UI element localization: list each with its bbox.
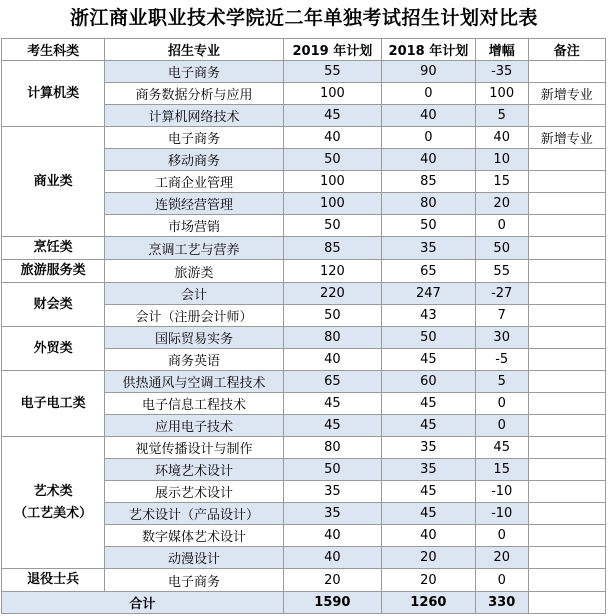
plan-2018-cell: 45 bbox=[381, 415, 475, 437]
total-row bbox=[2, 592, 606, 614]
note-cell bbox=[528, 193, 605, 215]
change-cell: 5 bbox=[475, 371, 528, 393]
plan-2019-cell: 85 bbox=[283, 237, 381, 260]
table-row bbox=[2, 260, 606, 283]
category-cell: 艺术类 （工艺美术） bbox=[2, 437, 105, 569]
major-cell: 展示艺术设计 bbox=[105, 481, 284, 503]
plan-2019-cell: 50 bbox=[283, 149, 381, 171]
plan-2019-cell: 40 bbox=[283, 547, 381, 569]
change-cell: -5 bbox=[475, 349, 528, 371]
category-cell: 计算机类 bbox=[2, 61, 105, 127]
plan-2018-cell: 45 bbox=[381, 481, 475, 503]
note-cell bbox=[528, 393, 605, 415]
major-cell: 供热通风与空调工程技术 bbox=[105, 371, 284, 393]
change-cell: 0 bbox=[475, 215, 528, 237]
plan-2019-cell: 45 bbox=[283, 415, 381, 437]
note-cell bbox=[528, 215, 605, 237]
plan-2019-cell: 100 bbox=[283, 171, 381, 193]
note-cell bbox=[528, 525, 605, 547]
change-cell: 30 bbox=[475, 327, 528, 349]
enrollment-plan-table bbox=[1, 38, 606, 614]
category-cell: 商业类 bbox=[2, 127, 105, 237]
plan-2018-cell: 0 bbox=[381, 83, 475, 105]
major-cell: 会计 bbox=[105, 283, 284, 305]
plan-2019-cell: 50 bbox=[283, 215, 381, 237]
major-cell: 电子信息工程技术 bbox=[105, 393, 284, 415]
category-cell: 电子电工类 bbox=[2, 371, 105, 437]
plan-2019-cell: 35 bbox=[283, 503, 381, 525]
note-cell bbox=[528, 305, 605, 327]
table-row bbox=[2, 569, 606, 592]
plan-2019-cell: 80 bbox=[283, 327, 381, 349]
plan-2018-cell: 60 bbox=[381, 371, 475, 393]
plan-2019-cell: 45 bbox=[283, 393, 381, 415]
plan-2018-cell: 43 bbox=[381, 305, 475, 327]
change-cell: 20 bbox=[475, 193, 528, 215]
major-cell: 商务数据分析与应用 bbox=[105, 83, 284, 105]
change-cell: 40 bbox=[475, 127, 528, 149]
plan-2019-cell: 55 bbox=[283, 61, 381, 83]
note-cell bbox=[528, 459, 605, 481]
note-cell bbox=[528, 503, 605, 525]
plan-2018-cell: 50 bbox=[381, 327, 475, 349]
major-cell: 应用电子技术 bbox=[105, 415, 284, 437]
major-cell: 数字媒体艺术设计 bbox=[105, 525, 284, 547]
note-cell: 新增专业 bbox=[528, 127, 605, 149]
table-row bbox=[2, 371, 606, 393]
change-cell: 100 bbox=[475, 83, 528, 105]
change-cell: 15 bbox=[475, 171, 528, 193]
change-cell: -10 bbox=[475, 481, 528, 503]
plan-2018-cell: 40 bbox=[381, 105, 475, 127]
plan-2019-cell: 45 bbox=[283, 105, 381, 127]
plan-2018-cell: 45 bbox=[381, 349, 475, 371]
total-2018: 1260 bbox=[381, 592, 475, 614]
note-cell bbox=[528, 437, 605, 459]
category-cell: 财会类 bbox=[2, 283, 105, 327]
category-cell: 退役士兵 bbox=[2, 569, 105, 592]
change-cell: -27 bbox=[475, 283, 528, 305]
plan-2018-cell: 80 bbox=[381, 193, 475, 215]
plan-2019-cell: 35 bbox=[283, 481, 381, 503]
header-row bbox=[2, 39, 606, 61]
plan-2018-cell: 35 bbox=[381, 459, 475, 481]
note-cell bbox=[528, 149, 605, 171]
note-cell bbox=[528, 371, 605, 393]
major-cell: 旅游类 bbox=[105, 260, 284, 283]
note-cell bbox=[528, 283, 605, 305]
plan-2019-cell: 220 bbox=[283, 283, 381, 305]
table-row bbox=[2, 237, 606, 260]
major-cell: 国际贸易实务 bbox=[105, 327, 284, 349]
note-cell bbox=[528, 171, 605, 193]
table-row bbox=[2, 327, 606, 349]
total-label: 合计 bbox=[2, 592, 284, 614]
major-cell: 工商企业管理 bbox=[105, 171, 284, 193]
note-cell bbox=[528, 415, 605, 437]
category-cell: 外贸类 bbox=[2, 327, 105, 371]
total-note bbox=[528, 592, 605, 614]
change-cell: 5 bbox=[475, 105, 528, 127]
major-cell: 连锁经营管理 bbox=[105, 193, 284, 215]
change-cell: 0 bbox=[475, 393, 528, 415]
table-body bbox=[2, 61, 606, 614]
plan-2018-cell: 0 bbox=[381, 127, 475, 149]
change-cell: 50 bbox=[475, 237, 528, 260]
major-cell: 移动商务 bbox=[105, 149, 284, 171]
note-cell: 新增专业 bbox=[528, 83, 605, 105]
plan-2019-cell: 20 bbox=[283, 569, 381, 592]
plan-2018-cell: 85 bbox=[381, 171, 475, 193]
header-2019-plan: 2019 年计划 bbox=[283, 39, 381, 61]
plan-2018-cell: 35 bbox=[381, 437, 475, 459]
total-2019: 1590 bbox=[283, 592, 381, 614]
plan-2019-cell: 40 bbox=[283, 525, 381, 547]
table-row bbox=[2, 437, 606, 459]
total-change: 330 bbox=[475, 592, 528, 614]
plan-2019-cell: 65 bbox=[283, 371, 381, 393]
plan-2018-cell: 247 bbox=[381, 283, 475, 305]
note-cell bbox=[528, 349, 605, 371]
plan-2019-cell: 120 bbox=[283, 260, 381, 283]
major-cell: 市场营销 bbox=[105, 215, 284, 237]
note-cell bbox=[528, 61, 605, 83]
major-cell: 会计（注册会计师） bbox=[105, 305, 284, 327]
change-cell: 7 bbox=[475, 305, 528, 327]
major-cell: 视觉传播设计与制作 bbox=[105, 437, 284, 459]
note-cell bbox=[528, 260, 605, 283]
major-cell: 电子商务 bbox=[105, 61, 284, 83]
header-category: 考生科类 bbox=[2, 39, 105, 61]
plan-2018-cell: 45 bbox=[381, 503, 475, 525]
table-row bbox=[2, 283, 606, 305]
change-cell: 0 bbox=[475, 525, 528, 547]
change-cell: 15 bbox=[475, 459, 528, 481]
major-cell: 电子商务 bbox=[105, 127, 284, 149]
major-cell: 环境艺术设计 bbox=[105, 459, 284, 481]
plan-2019-cell: 100 bbox=[283, 83, 381, 105]
note-cell bbox=[528, 327, 605, 349]
table-title: 浙江商业职业技术学院近二年单独考试招生计划对比表 bbox=[69, 7, 538, 29]
plan-2019-cell: 40 bbox=[283, 127, 381, 149]
major-cell: 商务英语 bbox=[105, 349, 284, 371]
plan-2019-cell: 50 bbox=[283, 305, 381, 327]
change-cell: 0 bbox=[475, 569, 528, 592]
major-cell: 烹调工艺与营养 bbox=[105, 237, 284, 260]
plan-2019-cell: 50 bbox=[283, 459, 381, 481]
change-cell: 55 bbox=[475, 260, 528, 283]
plan-2018-cell: 35 bbox=[381, 237, 475, 260]
change-cell: -10 bbox=[475, 503, 528, 525]
note-cell bbox=[528, 547, 605, 569]
change-cell: -35 bbox=[475, 61, 528, 83]
plan-2018-cell: 50 bbox=[381, 215, 475, 237]
header-note: 备注 bbox=[528, 39, 605, 61]
major-cell: 电子商务 bbox=[105, 569, 284, 592]
change-cell: 10 bbox=[475, 149, 528, 171]
major-cell: 动漫设计 bbox=[105, 547, 284, 569]
major-cell: 艺术设计（产品设计） bbox=[105, 503, 284, 525]
plan-2018-cell: 20 bbox=[381, 547, 475, 569]
header-2018-plan: 2018 年计划 bbox=[381, 39, 475, 61]
header-major: 招生专业 bbox=[105, 39, 284, 61]
table-row bbox=[2, 127, 606, 149]
change-cell: 45 bbox=[475, 437, 528, 459]
category-cell: 旅游服务类 bbox=[2, 260, 105, 283]
plan-2018-cell: 45 bbox=[381, 393, 475, 415]
plan-2018-cell: 40 bbox=[381, 149, 475, 171]
change-cell: 20 bbox=[475, 547, 528, 569]
plan-2018-cell: 40 bbox=[381, 525, 475, 547]
plan-2018-cell: 90 bbox=[381, 61, 475, 83]
plan-2019-cell: 80 bbox=[283, 437, 381, 459]
plan-2018-cell: 20 bbox=[381, 569, 475, 592]
category-cell: 烹饪类 bbox=[2, 237, 105, 260]
plan-2019-cell: 40 bbox=[283, 349, 381, 371]
table-row bbox=[2, 61, 606, 83]
note-cell bbox=[528, 105, 605, 127]
note-cell bbox=[528, 237, 605, 260]
note-cell bbox=[528, 481, 605, 503]
plan-2019-cell: 100 bbox=[283, 193, 381, 215]
change-cell: 0 bbox=[475, 415, 528, 437]
plan-2018-cell: 65 bbox=[381, 260, 475, 283]
major-cell: 计算机网络技术 bbox=[105, 105, 284, 127]
note-cell bbox=[528, 569, 605, 592]
header-change: 增幅 bbox=[475, 39, 528, 61]
